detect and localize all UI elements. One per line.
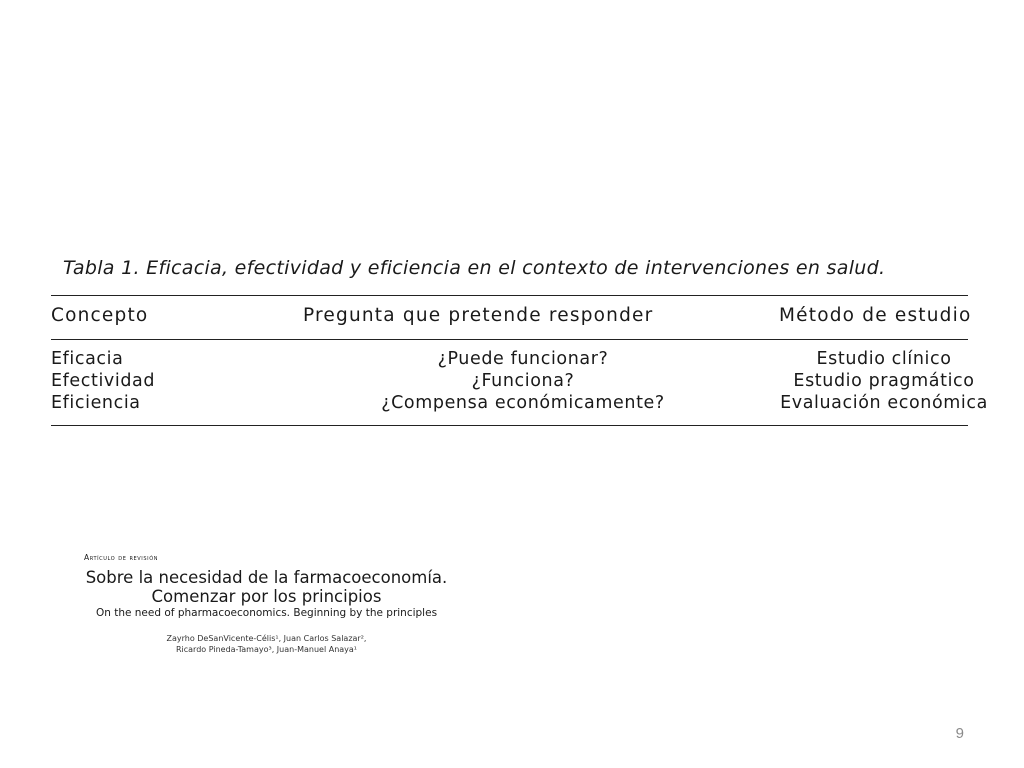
header-concepto: Concepto	[51, 305, 149, 326]
row-question: ¿Puede funcionar?	[437, 349, 609, 369]
table-top-rule	[51, 295, 968, 296]
table-header-rule	[51, 339, 968, 340]
table-bottom-rule	[51, 425, 968, 426]
table-caption: Eficacia, efectividad y eficiencia en el contexto de intervenciones en salud.	[146, 257, 886, 279]
row-question: ¿Compensa económicamente?	[381, 393, 665, 413]
article-header	[84, 553, 464, 655]
table-body	[51, 349, 988, 415]
row-method: Estudio pragmático	[793, 371, 975, 391]
article-authors	[84, 633, 449, 655]
row-concept: Eficiencia	[51, 393, 141, 413]
article-kind: Artículo de revisión	[84, 553, 159, 562]
row-method: Evaluación económica	[780, 393, 988, 413]
table-label: Tabla 1.	[63, 257, 140, 279]
table-row	[51, 393, 988, 415]
table-title	[63, 257, 885, 279]
table-row	[51, 371, 975, 393]
row-question: ¿Funciona?	[471, 371, 575, 391]
article-title-es-line1: Sobre la necesidad de la farmacoeconomía.	[85, 568, 448, 587]
row-method: Estudio clínico	[816, 349, 952, 369]
page-number: 9	[955, 725, 964, 742]
article-title-en: On the need of pharmacoeconomics. Beginning by the principles	[95, 607, 438, 619]
table-row	[51, 349, 968, 371]
row-concept: Eficacia	[51, 349, 124, 369]
article-title-es	[84, 568, 449, 606]
authors-line1: Zayrho DeSanVicente-Célis¹, Juan Carlos Salazar²,	[166, 634, 367, 643]
article-title-es-line2: Comenzar por los principios	[151, 587, 382, 606]
row-concept: Efectividad	[51, 371, 156, 391]
header-pregunta: Pregunta que pretende responder	[303, 305, 654, 326]
header-metodo: Método de estudio	[779, 305, 972, 326]
authors-line2: Ricardo Pineda-Tamayo³, Juan-Manuel Anaya¹	[175, 645, 358, 654]
